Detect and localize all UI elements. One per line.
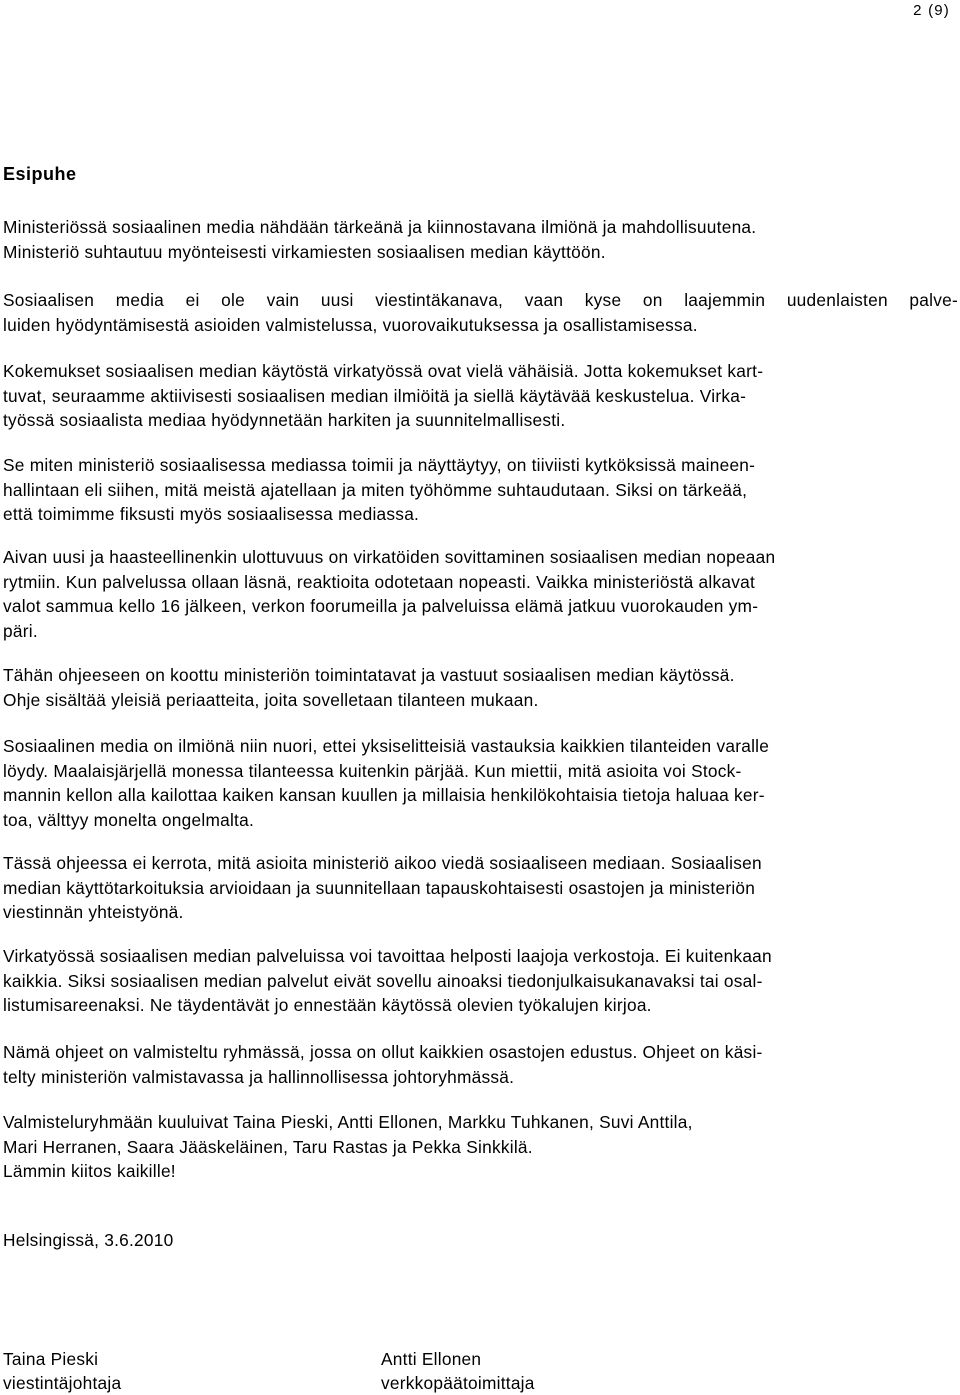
place-and-date xyxy=(3,1228,958,1253)
paragraph-experiences xyxy=(3,359,958,433)
text-line: mannin kellon alla kailottaa kaiken kansan kuullen ja millaisia henkilökohtaisia tietoja haluaa ker- xyxy=(3,785,765,805)
text-line: päri. xyxy=(3,620,38,641)
text-line: Sosiaalisen media ei ole vain uusi viestintäkanava, vaan kyse on laajemmin uudenlaisten palve- xyxy=(3,290,958,310)
text-line: listumisareenaksi. Ne täydentävät jo ennestään käytössä olevien työkalujen kirjoa. xyxy=(3,995,652,1015)
text-line: Aivan uusi ja haasteellinenkin ulottuvuus on virkatöiden sovittaminen sosiaalisen median nopeaan xyxy=(3,547,776,567)
text-line: työssä sosiaalista mediaa hyödynnetään harkiten ja suunnitelmallisesti. xyxy=(3,410,566,430)
signatory-name: Taina Pieski xyxy=(3,1349,99,1369)
paragraph-working-group xyxy=(3,1110,958,1184)
paragraph-intro xyxy=(3,215,958,264)
text-line: kaikkia. Siksi sosiaalisen median palvelut eivät sovellu ainoaksi tiedonjulkaisukanavaksi tai osal- xyxy=(3,970,763,991)
text-line: Virkatyössä sosiaalisen median palveluissa voi tavoittaa helposti laajoja verkostoja. Ei kuitenkaan xyxy=(3,946,772,966)
text-line: rytmiin. Kun palvelussa ollaan läsnä, reaktioita odotetaan nopeasti. Vaikka ministeriöstä alkavat xyxy=(3,571,756,592)
text-line: median käyttötarkoituksia arvioidaan ja suunnitellaan tapauskohtaisesti osastojen ja ministeriön xyxy=(3,877,756,898)
paragraph-preparation xyxy=(3,1040,958,1089)
page-title: Esipuhe xyxy=(3,164,77,184)
text-line: telty ministeriön valmistavassa ja hallinnollisessa johtoryhmässä. xyxy=(3,1066,515,1087)
text-line: hallintaan eli siihen, mitä meistä ajatellaan ja miten työhömme suhtaudutaan. Siksi on tärkeää, xyxy=(3,479,748,500)
signature-block xyxy=(381,1347,535,1395)
page-number: 2 (9) xyxy=(913,2,950,19)
signatory-title: viestintäjohtaja xyxy=(3,1373,122,1393)
paragraph-guide-contents xyxy=(3,663,958,712)
text-line: Valmisteluryhmään kuuluivat Taina Pieski, Antti Ellonen, Markku Tuhkanen, Suvi Anttila, xyxy=(3,1112,693,1132)
text-line: Nämä ohjeet on valmisteltu ryhmässä, jossa on ollut kaikkien osastojen edustus. Ohjeet on käsi- xyxy=(3,1042,763,1062)
text-line: valot sammua kello 16 jälkeen, verkon foorumeilla ja palveluissa elämä jatkuu vuorokauden ym- xyxy=(3,596,759,616)
text-line: Sosiaalinen media on ilmiönä niin nuori, ettei yksiselitteisiä vastauksia kaikkien tilanteiden varalle xyxy=(3,736,770,756)
paragraph-rhythm xyxy=(3,545,958,643)
text-line: Mari Herranen, Saara Jääskeläinen, Taru Rastas ja Pekka Sinkkilä. xyxy=(3,1136,533,1157)
text-line: että toimimme fiksusti myös sosiaalisessa mediassa. xyxy=(3,504,420,524)
signatory-title: verkkopäätoimittaja xyxy=(381,1373,535,1393)
text-line: Se miten ministeriö sosiaalisessa mediassa toimii ja näyttäytyy, on tiiviisti kytköksissä maineen- xyxy=(3,455,756,475)
paragraph-common-sense xyxy=(3,734,958,832)
text-line: Ohje sisältää yleisiä periaatteita, joita sovelletaan tilanteen mukaan. xyxy=(3,689,539,710)
signature-block xyxy=(3,1347,121,1395)
text-line: löydy. Maalaisjärjellä monessa tilanteessa kuitenkin pärjää. Kun miettii, mitä asioita voi Stock- xyxy=(3,760,742,781)
text-line: Ministeriö suhtautuu myönteisesti virkamiesten sosiaalisen median käyttöön. xyxy=(3,241,606,262)
text-line: Helsingissä, 3.6.2010 xyxy=(3,1230,174,1250)
text-line: Tähän ohjeeseen on koottu ministeriön toimintatavat ja vastuut sosiaalisen median käytössä. xyxy=(3,665,735,685)
text-line: tuvat, seuraamme aktiivisesti sosiaalisen median ilmiöitä ja siellä käytävää keskustelua. Virka- xyxy=(3,385,747,406)
paragraph-networks xyxy=(3,944,958,1018)
text-line: viestinnän yhteistyönä. xyxy=(3,902,184,922)
paragraph-scope xyxy=(3,851,958,925)
text-line: Ministeriössä sosiaalinen media nähdään tärkeänä ja kiinnostavana ilmiönä ja mahdollisuutena. xyxy=(3,217,757,237)
paragraph-new-channel xyxy=(3,288,958,337)
paragraph-reputation xyxy=(3,453,958,527)
text-line: Kokemukset sosiaalisen median käytöstä virkatyössä ovat vielä vähäisiä. Jotta kokemukset kart- xyxy=(3,361,764,381)
text-line: toa, välttyy monelta ongelmalta. xyxy=(3,809,255,830)
signatory-name: Antti Ellonen xyxy=(381,1349,482,1369)
text-line: Lämmin kiitos kaikille! xyxy=(3,1161,176,1181)
text-line: Tässä ohjeessa ei kerrota, mitä asioita ministeriö aikoo viedä sosiaaliseen mediaan. Sosiaalisen xyxy=(3,853,762,873)
text-line: luiden hyödyntämisestä asioiden valmistelussa, vuorovaikutuksessa ja osallistamisessa. xyxy=(3,314,698,335)
